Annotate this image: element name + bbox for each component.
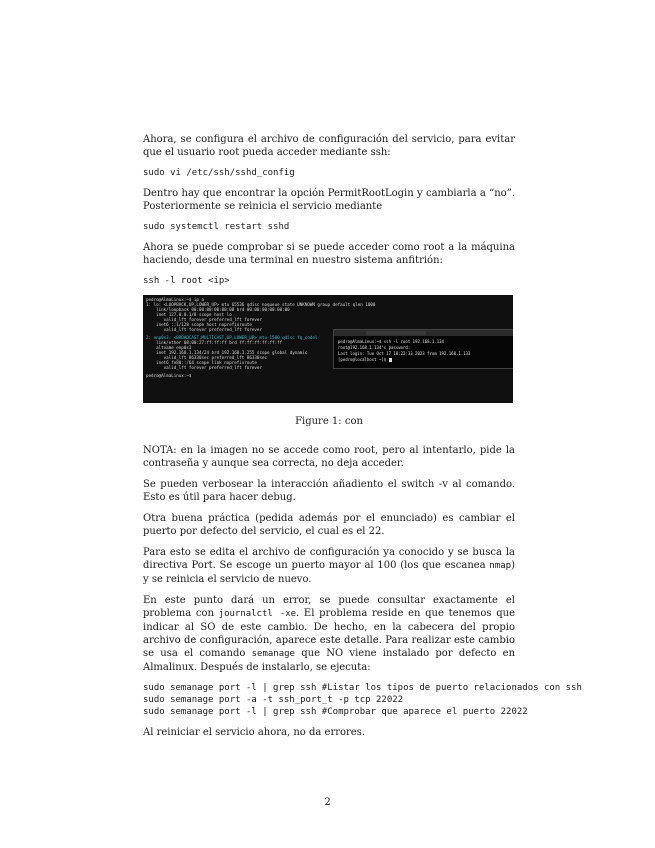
- paragraph-permitrootlogin: Dentro hay que encontrar la opción PermitRootLogin y cambiarla a “no”. Posteriormente se reinicia el servicio mediante: [143, 188, 515, 212]
- code-line: sudo semanage port -l | grep ssh #Listar los tipos de puerto relacionados con ssh: [143, 683, 582, 693]
- terminal-line: inet6 fe80::/64 scope link noprefixroute: [146, 360, 257, 365]
- code-restart-sshd: sudo systemctl restart sshd: [143, 222, 290, 232]
- terminal-line: inet 192.168.1.134/24 brd 192.168.1.255 scope global dynamic: [146, 350, 308, 355]
- paragraph-config-intro: Ahora, se configura el archivo de configuración del servicio, para evitar que el usuario root pueda acceder mediante ssh:: [143, 134, 515, 158]
- terminal-line: altname enp0s3: [146, 345, 192, 350]
- paragraph-verbose: Se pueden verbosear la interacción añadiento el switch -v al comando. Esto es útil para hacer debug.: [143, 479, 515, 503]
- inner-terminal-line: [338, 357, 392, 362]
- paragraph-restart-ok: Al reiniciar el servicio ahora, no da errores.: [143, 727, 366, 738]
- inner-terminal-line: pedro@AlmaLinux:~$ ssh -l root 192.168.1.134: [338, 339, 444, 344]
- inner-terminal-prompt: [pedro@localhost ~]$: [338, 357, 389, 362]
- terminal-line: inet 127.0.0.1/8 scope host lo: [146, 312, 232, 317]
- terminal-line: valid_lft forever preferred_lft forever: [146, 365, 262, 370]
- inner-terminal-window: [333, 329, 513, 369]
- terminal-line: link/loopback 00:00:00:00:00:00 brd 00:00:00:00:00:00: [146, 307, 290, 312]
- paragraph-edit-port: [143, 546, 515, 586]
- terminal-screenshot-figure: [143, 295, 513, 403]
- paragraph-check-root: Ahora se puede comprobar si se puede acceder como root a la máquina haciendo, desde una terminal en nuestro sistema anfitrión:: [143, 242, 515, 266]
- inner-terminal-line: root@192.168.1.134's password:: [338, 345, 411, 350]
- code-vi-sshd-config: sudo vi /etc/ssh/sshd_config: [143, 168, 295, 178]
- terminal-line: valid_lft forever preferred_lft forever: [146, 317, 262, 322]
- inner-terminal-titlebar: [334, 330, 513, 336]
- terminal-line: link/ether 08:00:27:ff:ff:ff brd ff:ff:ff:ff:ff:ff: [146, 340, 283, 345]
- code-line: sudo semanage port -l | grep ssh #Comprobar que aparece el puerto 22022: [143, 707, 528, 717]
- terminal-line: valid_lft forever preferred_lft forever: [146, 327, 262, 332]
- terminal-line: pedro@AlmaLinux:~$ ip a: [146, 297, 204, 302]
- text-segment: que NO viene instalado por defecto en Almalinux. Después de instalarlo, se ejecuta:: [143, 648, 516, 673]
- inline-code-nmap: nmap: [489, 561, 512, 571]
- text-segment: ) y se reinicia el servicio de nuevo.: [143, 560, 515, 585]
- paragraph-semanage: [143, 594, 515, 674]
- terminal-line: pedro@AlmaLinux:~$: [146, 373, 194, 378]
- page-number: 2: [324, 797, 331, 808]
- inner-terminal-line: Last login: Tue Oct 17 10:22:33 2023 from 192.168.1.133: [338, 351, 471, 356]
- text-segment: En este punto dará un error, se puede consultar exactamente el problema con: [143, 595, 515, 619]
- text-segment: Para esto se edita el archivo de configuración ya conocido y se busca la directiva Port. Se escoge un puerto mayor al 100 (los que escanea: [143, 547, 515, 571]
- page-content: [143, 133, 582, 747]
- inner-terminal-tab: [366, 331, 426, 335]
- inline-code-semanage: semanage: [251, 649, 295, 659]
- paragraph-note: NOTA: en la imagen no se accede como root, pero al intentarlo, pide la contraseña y aunque sea correcta, no deja acceder.: [143, 445, 515, 469]
- terminal-line: inet6 ::1/128 scope host noprefixroute: [146, 322, 252, 327]
- terminal-line: valid_lft 86330sec preferred_lft 86330sec: [146, 355, 268, 360]
- inline-code-journalctl: journalctl -xe: [218, 609, 297, 619]
- terminal-line: 1: lo: <LOOPBACK,UP,LOWER_UP> mtu 65536 qdisc noqueue state UNKNOWN group default qlen 1000: [146, 302, 376, 307]
- code-block-semanage: [143, 682, 582, 718]
- cursor-icon: [389, 358, 392, 362]
- code-line: sudo semanage port -a -t ssh_port_t -p tcp 22022: [143, 695, 404, 705]
- code-ssh-root: ssh -l root <ip>: [143, 276, 230, 286]
- figure-caption: Figure 1: con: [295, 416, 363, 427]
- terminal-line: 2: enp0s3: <BROADCAST,MULTICAST,UP,LOWER_UP> mtu 1500 qdisc fq_codel: [146, 335, 318, 340]
- text-segment: . El problema reside en que tenemos que indicar al SO de este cambio. De hecho, en la cabecera del propio archivo de configuración, aparece este detalle. Para realizar este cambio se usa el comando: [143, 608, 516, 659]
- paragraph-port-practice: Otra buena práctica (pedida además por el enunciado) es cambiar el puerto por defecto del servicio, el cual es el 22.: [143, 513, 515, 537]
